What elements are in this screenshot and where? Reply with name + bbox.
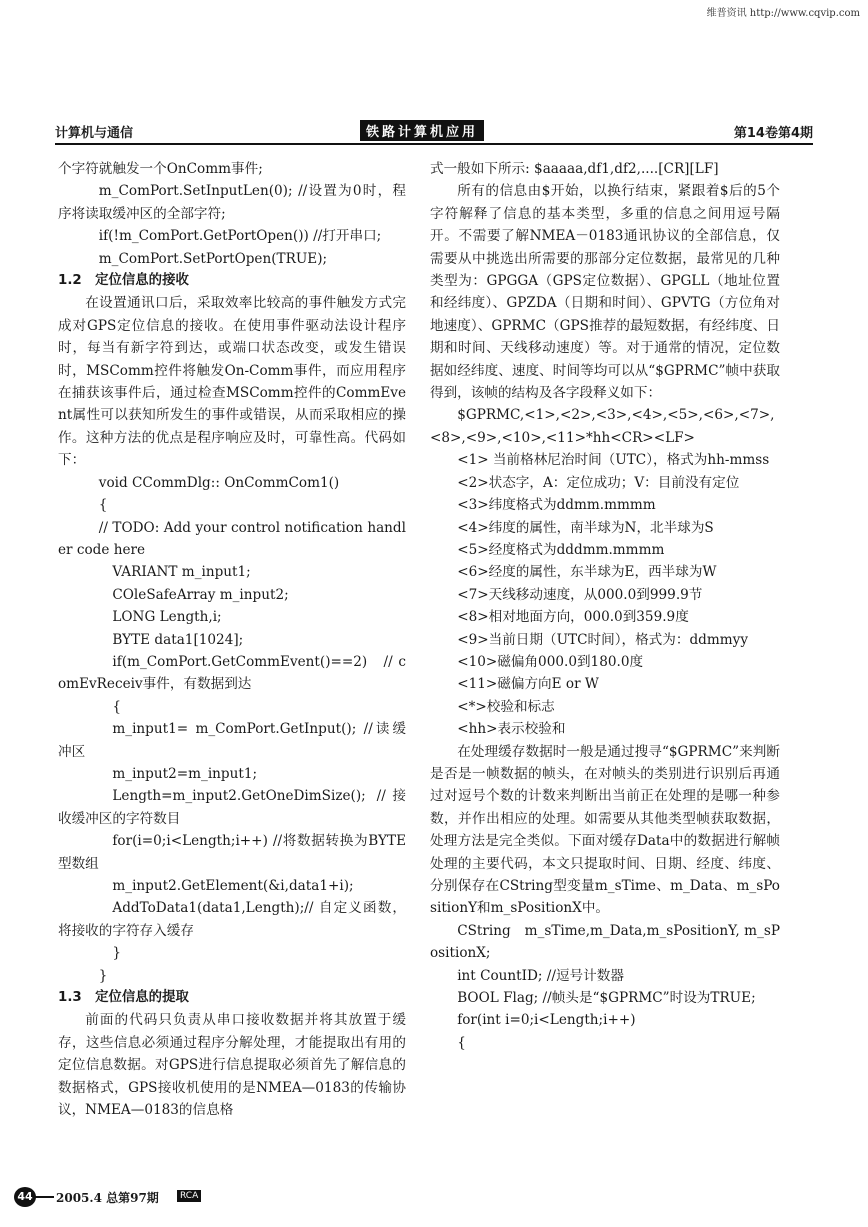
code-line: m_input2=m_input1; xyxy=(112,765,258,782)
paragraph: 所有的信息由$开始，以换行结束，紧跟着$后的5个字符解释了信息的基本类型，多重的信息之间用逗号隔开。不需要了解NMEA－0183通讯协议的全部信息，仅需要从中挑选出所需要的那部分定位数据，最常见的几种类型为：GPGGA（GPS定位数据）、GPGLL（地址位置和经纬度）、GPZDA（日期和时间）、GPVTG（方位角对地速度）、GPRMC（GPS推荐的最短数据，有经纬度、日期和时间、天线移动速度）等。对于通常的情况，定位数据如经纬度、速度、时间等均可以从“$GPRMC”帧中获取得到，该帧的结构及各字段释义如下： xyxy=(430,183,780,402)
field-definition: <hh>表示校验和 xyxy=(457,721,566,738)
code-line: if(m_ComPort.GetCommEvent()==2) // comEvReceiv事件，有数据到达 xyxy=(58,653,406,693)
left-column xyxy=(58,158,406,1121)
field-definition: <3>纬度格式为ddmm.mmmm xyxy=(457,497,656,514)
code-line: BOOL Flag; //帧头是“$GPRMC”时设为TRUE; xyxy=(457,990,756,1007)
page-number: 44 xyxy=(14,1187,36,1207)
code-line: int CountID; //逗号计数器 xyxy=(457,967,624,984)
journal-title-banner: 铁路计算机应用 xyxy=(360,120,484,141)
field-definition: <6>经度的属性，东半球为E，西半球为W xyxy=(457,564,717,581)
issue-label: 2005.4 总第97期 xyxy=(56,1191,159,1205)
code-line: m_ComPort.SetInputLen(0); //设置为0时，程序将读取缓冲区的全部字符; xyxy=(58,183,406,222)
code-line: BYTE data1[1024]; xyxy=(112,631,244,648)
paragraph: 个字符就触发一个OnComm事件; xyxy=(58,161,263,177)
paragraph: 前面的代码只负责从串口接收数据并将其放置于缓存，这些信息必须通过程序分解处理，才能提取出有用的定位信息数据。对GPS进行信息提取必须首先了解信息的数据格式，GPS接收机使用的是NMEA—0183的传输协议，NMEA—0183的信息格 xyxy=(58,1012,406,1119)
field-definition: <10>磁偏角000.0到180.0度 xyxy=(457,653,644,670)
code-line: LONG Length,i; xyxy=(112,609,222,626)
code-line: { xyxy=(98,497,108,514)
code-comment: // TODO: Add your control notification handler code here xyxy=(58,519,406,558)
section-heading: 1.2 定位信息的接收 xyxy=(58,273,189,289)
field-definition: <8>相对地面方向，000.0到359.9度 xyxy=(457,609,689,626)
code-line: } xyxy=(98,967,108,984)
code-line: m_input2.GetElement(&i,data1+i); xyxy=(112,878,354,894)
volume-issue: 第14卷第4期 xyxy=(733,126,813,141)
code-line: { xyxy=(457,1034,466,1051)
sentence-format: $GPRMC,<1>,<2>,<3>,<4>,<5>,<6>,<7>,<8>,<9>,<10>,<11>*hh<CR><LF> xyxy=(430,407,775,446)
field-definition: <5>经度格式为dddmm.mmmm xyxy=(457,541,665,558)
code-line: VARIANT m_input1; xyxy=(112,564,251,581)
paragraph: 在设置通讯口后，采取效率比较高的事件触发方式完成对GPS定位信息的接收。在使用事件驱动法设计程序时，每当有新字符到达，或端口状态改变，或发生错误时，MSComm控件将触发On-Comm事件，而应用程序在捕获该事件后，通过检查MSComm控件的CommEvent属性可以获知所发生的事件或错误，从而采取相应的操作。这种方法的优点是程序响应及时，可靠性高。代码如下： xyxy=(58,295,406,469)
code-line: if(!m_ComPort.GetPortOpen()) //打开串口; xyxy=(98,228,382,245)
code-line: } xyxy=(112,945,122,962)
field-definition: <2>状态字，A：定位成功；V：目前没有定位 xyxy=(457,474,740,491)
field-definition: <1> 当前格林尼治时间（UTC），格式为hh-mmss xyxy=(457,452,770,469)
code-line: m_input1= m_ComPort.GetInput(); //读缓冲区 xyxy=(58,721,406,760)
journal-mark: RCA xyxy=(177,1190,201,1202)
code-line: COleSafeArray m_input2; xyxy=(112,586,289,603)
field-definition: <9>当前日期（UTC时间），格式为：ddmmyy xyxy=(457,631,749,648)
field-definition: <4>纬度的属性，南半球为N，北半球为S xyxy=(457,519,714,536)
field-definition: <7>天线移动速度，从000.0到999.9节 xyxy=(457,586,703,603)
code-line: for(int i=0;i<Length;i++) xyxy=(457,1012,636,1029)
right-column xyxy=(430,158,780,1054)
watermark: 维普资讯 http://www.cqvip.com xyxy=(706,8,860,19)
code-line: { xyxy=(112,698,122,715)
code-line: CString m_sTime,m_Data,m_sPositionY, m_sPositionX; xyxy=(430,922,780,962)
code-line: AddToData1(data1,Length);// 自定义函数，将接收的字符存入缓存 xyxy=(58,900,406,939)
footer-rule xyxy=(34,1196,54,1198)
paragraph: 在处理缓存数据时一般是通过搜寻“$GPRMC”来判断是否是一帧数据的帧头，在对帧头的类别进行识别后再通过对逗号个数的计数来判断出当前正在处理的是哪一种参数，并作出相应的处理。如需要从其他类型帧获取数据，处理方法是完全类似。下面对缓存Data中的数据进行解帧处理的主要代码，本文只提取时间、日期、经度、纬度、分别保存在CString型变量m_sTime、m_Data、m_sPositionY和m_sPositionX中。 xyxy=(430,743,780,917)
code-line: Length=m_input2.GetOneDimSize(); //接收缓冲区的字符数目 xyxy=(58,788,406,827)
code-line: for(i=0;i<Length;i++) //将数据转换为BYTE型数组 xyxy=(58,833,406,872)
field-definition: <11>磁偏方向E or W xyxy=(457,676,599,693)
code-line: void CCommDlg:: OnCommCom1() xyxy=(98,474,340,491)
running-header xyxy=(55,120,813,140)
code-line: m_ComPort.SetPortOpen(TRUE); xyxy=(98,250,328,267)
page-footer xyxy=(14,1187,334,1209)
field-definition: <*>校验和标志 xyxy=(457,698,555,715)
journal-section: 计算机与通信 xyxy=(55,126,134,141)
header-rule xyxy=(55,143,813,145)
paragraph: 式一般如下所示: $aaaaa,df1,df2,....[CR][LF] xyxy=(430,161,719,177)
section-heading: 1.3 定位信息的提取 xyxy=(58,990,189,1006)
